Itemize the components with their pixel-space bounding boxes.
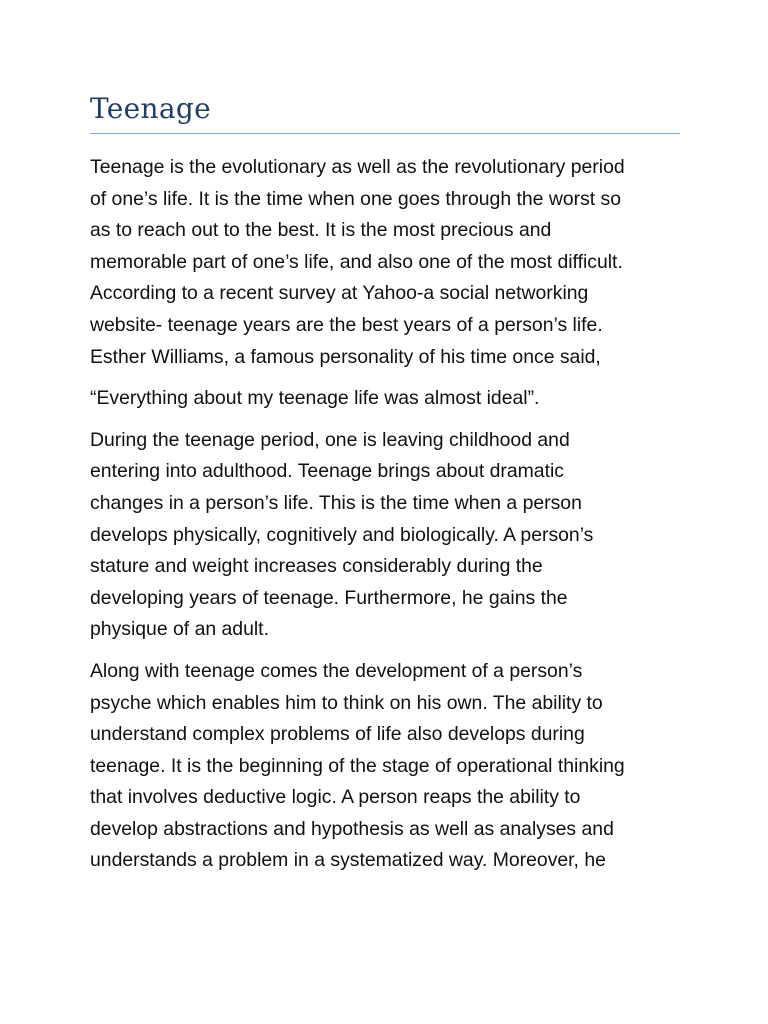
paragraph-line: physique of an adult. [90,618,269,641]
paragraph-psyche-development [90,656,690,877]
paragraph-line: understands a problem in a systematized way. Moreover, he [90,849,606,872]
paragraph-line: develop abstractions and hypothesis as well as analyses and [90,817,614,840]
paragraph-line: psyche which enables him to think on his own. The ability to [90,691,603,714]
paragraph-line: develops physically, cognitively and biologically. A person’s [90,523,594,546]
paragraph-line: changes in a person’s life. This is the time when a person [90,491,582,514]
paragraph-line: According to a recent survey at Yahoo-a social networking [90,282,589,305]
title-underline-rule [90,133,680,134]
paragraph-line: website- teenage years are the best years of a person’s life. [90,313,603,336]
paragraph-line: of one’s life. It is the time when one goes through the worst so [90,187,622,210]
paragraph-line: “Everything about my teenage life was almost ideal”. [90,387,540,410]
paragraph-quote [90,383,690,415]
paragraph-line: developing years of teenage. Furthermore, he gains the [90,586,568,609]
paragraph-line: During the teenage period, one is leaving childhood and [90,428,570,451]
document-title: Teenage [90,92,211,125]
paragraph-line: as to reach out to the best. It is the most precious and [90,219,552,242]
document-body [90,152,690,887]
paragraph-line: teenage. It is the beginning of the stage of operational thinking [90,754,625,777]
paragraph-line: entering into adulthood. Teenage brings about dramatic [90,460,564,483]
paragraph-line: Teenage is the evolutionary as well as the revolutionary period [90,156,625,178]
paragraph-physical-development [90,425,690,646]
paragraph-line: Along with teenage comes the development of a person’s [90,659,583,682]
paragraph-line: that involves deductive logic. A person reaps the ability to [90,786,581,809]
paragraph-line: understand complex problems of life also develops during [90,723,585,746]
paragraph-line: Esther Williams, a famous personality of his time once said, [90,345,601,368]
paragraph-line: stature and weight increases considerably during the [90,555,543,578]
paragraph-line: memorable part of one’s life, and also one of the most difficult. [90,250,623,273]
paragraph-intro [90,152,690,373]
